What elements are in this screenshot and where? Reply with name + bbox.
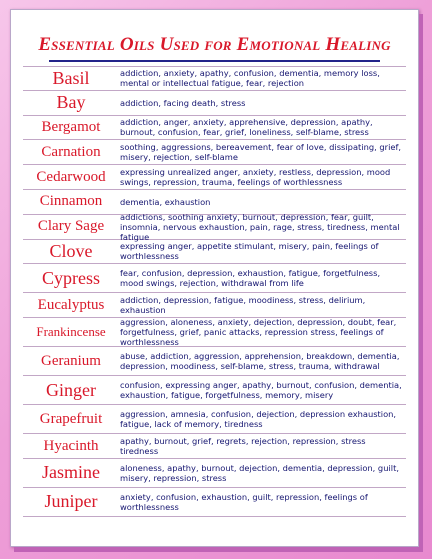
oil-description: apathy, burnout, grief, regrets, rejection, repression, stress tiredness xyxy=(120,436,366,457)
oil-description: anxiety, confusion, exhaustion, guilt, repression, feelings of worthlessness xyxy=(120,491,368,512)
oil-name: Clary Sage xyxy=(37,218,105,235)
oil-description: addiction, facing death, stress xyxy=(120,97,246,108)
page-title: Essential Oils Used for Emotional Healing xyxy=(38,34,391,55)
table-row xyxy=(23,459,406,488)
oil-description: aggression, amnesia, confusion, dejection, depression exhaustion, fatigue, lack of memory, tiredness xyxy=(120,409,397,430)
table-row xyxy=(23,165,406,190)
table-row xyxy=(23,264,406,293)
oil-description: aggression, aloneness, anxiety, dejection, depression, doubt, fear, forgetfulness, grief, panic attacks, repression stress, feelings of worthlessness xyxy=(120,317,397,348)
table-row xyxy=(23,405,406,434)
oil-name: Bay xyxy=(56,92,86,113)
table-row xyxy=(23,293,406,318)
oils-table xyxy=(23,66,406,530)
oil-description: dementia, exhaustion xyxy=(120,196,211,207)
oil-name: Grapefruit xyxy=(39,410,103,427)
table-row xyxy=(23,376,406,405)
oil-description: soothing, aggressions, bereavement, fear of love, dissipating, grief, misery, rejection, self-blame xyxy=(120,142,402,163)
table-row xyxy=(23,434,406,459)
oil-description: expressing unrealized anger, anxiety, restless, depression, mood swings, repression, trauma, feelings of worthlessness xyxy=(120,167,391,188)
oil-name: Jasmine xyxy=(42,462,100,483)
oil-name: Ginger xyxy=(46,379,96,400)
table-row xyxy=(23,91,406,116)
oil-description: abuse, addiction, aggression, apprehension, breakdown, dementia, depression, moodiness, self-blame, stress, trauma, withdrawal xyxy=(120,351,400,372)
oil-name: Basil xyxy=(52,67,90,88)
oil-name: Bergamot xyxy=(41,118,101,135)
table-row xyxy=(23,140,406,165)
oil-description: addiction, depression, fatigue, moodiness, stress, delirium, exhaustion xyxy=(120,295,366,316)
table-row xyxy=(23,116,406,141)
table-row xyxy=(23,347,406,376)
oil-name: Frankincense xyxy=(36,324,106,340)
oil-name: Carnation xyxy=(41,143,101,160)
oil-name: Cinnamon xyxy=(39,193,103,210)
oil-name: Cedarwood xyxy=(36,168,106,185)
oil-description: fear, confusion, depression, exhaustion, fatigue, forgetfulness, mood swings, rejection, withdrawal from life xyxy=(120,268,381,289)
title-divider xyxy=(49,60,380,62)
oil-name: Eucalyptus xyxy=(37,296,105,313)
oils-chart-card xyxy=(10,9,419,547)
oil-name: Geranium xyxy=(41,352,101,369)
oil-name: Cypress xyxy=(42,267,100,288)
oil-description: expressing anger, appetite stimulant, misery, pain, feelings of worthlessness xyxy=(120,241,379,262)
oil-description: addictions, soothing anxiety, burnout, depression, fear, guilt, insomnia, nervous exhaustion, pain, rage, stress, tiredness, mental fatigue xyxy=(120,211,400,242)
table-row xyxy=(23,488,406,517)
table-row xyxy=(23,240,406,265)
oil-description: addiction, anxiety, apathy, confusion, dementia, memory loss, mental or intellectual fatigue, fear, rejection xyxy=(120,68,380,89)
table-row xyxy=(23,211,406,242)
oil-description: confusion, expressing anger, apathy, burnout, confusion, dementia, exhaustion, fatigue, forgetfulness, memory, misery xyxy=(120,380,402,401)
table-row xyxy=(23,66,406,91)
oil-name: Juniper xyxy=(44,491,98,512)
oil-name: Clove xyxy=(49,240,93,261)
table-row xyxy=(23,318,406,347)
oil-name: Hyacinth xyxy=(43,437,99,454)
oil-description: aloneness, apathy, burnout, dejection, dementia, depression, guilt, misery, repression, stress xyxy=(120,462,399,483)
oil-description: addiction, anger, anxiety, apprehensive, depression, apathy, burnout, confusion, fear, grief, loneliness, self-blame, stress xyxy=(120,117,373,138)
